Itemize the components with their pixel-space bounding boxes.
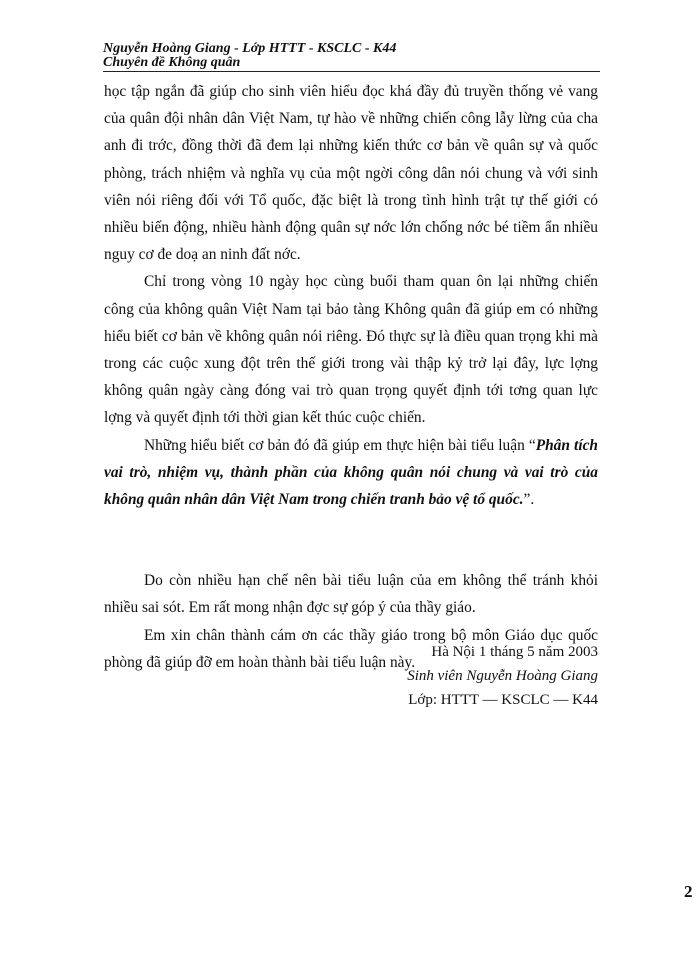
- essay-title: Phân tích vai trò, nhiệm vụ, thành phần của không quân nói chung và vai trò của không quân nhân dân Việt Nam trong chiến tranh bảo vệ tổ quốc.: [104, 436, 598, 509]
- paragraph-5: Em xin chân thành cám ơn các thầy giáo trong bộ môn Giáo dục quốc phòng đã giúp đỡ em hoàn thành bài tiểu luận này.: [104, 626, 598, 671]
- signature-student: Sinh viên Nguyễn Hoàng Giang: [407, 668, 598, 684]
- paragraph-2: Chỉ trong vòng 10 ngày học cùng buổi tham quan ôn lại những chiến công của không quân Việt Nam tại bảo tàng Không quân đã giúp em có những hiểu biết cơ bản về không quân nói riêng. Đó thực sự là điều quan trọng khi mà trong các cuộc xung đột trên thế giới trong vài thập kỷ trở lại đây, lực lợng không quân ngày càng đóng vai trò quan trọng quyết định tới tơng quan lực lợng và quyết định tới thời gian kết thúc cuộc chiến.: [104, 273, 598, 427]
- header-topic: Chuyên đề Không quân: [103, 55, 241, 70]
- page-header: [103, 42, 600, 72]
- signature-block: [380, 640, 598, 712]
- paragraph-4: Do còn nhiều hạn chế nên bài tiểu luận của em không thể tránh khỏi nhiều sai sót. Em rất mong nhận đợc sự góp ý của thầy giáo.: [104, 572, 598, 617]
- paragraph-gap: [104, 513, 598, 567]
- paragraph-1: học tập ngắn đã giúp cho sinh viên hiểu đọc khá đầy đủ truyền thống vẻ vang của quân đội nhân dân Việt Nam, tự hào về những chiến công lẫy lừng của cha anh đi trớc, đồng thời đã đem lại những kiến thức cơ bản về quân sự và quốc phòng, trách nhiệm và nghĩa vụ của một ngời công dân nói chung và với sinh viên nói riêng đối với Tổ quốc, đặc biệt là trong tình hình trật tự thế giới có nhiều biến động, nhiều hành động quân sự nớc lớn chống nớc bé tiềm ẩn nhiều nguy cơ đe doạ an ninh đất nớc.: [104, 83, 598, 264]
- header-author-class: Nguyễn Hoàng Giang - Lớp HTTT - KSCLC - K44: [103, 41, 397, 56]
- paragraph-3-end: ”.: [523, 491, 535, 509]
- paragraph-3: [104, 432, 598, 514]
- signature-date: Hà Nội 1 tháng 5 năm 2003: [431, 644, 598, 660]
- document-body: [104, 78, 598, 676]
- signature-class: Lớp: HTTT — KSCLC — K44: [408, 692, 598, 708]
- page-number: 2: [684, 882, 693, 901]
- paragraph-3-start: Những hiểu biết cơ bản đó đã giúp em thực hiện bài tiểu luận “: [144, 436, 536, 454]
